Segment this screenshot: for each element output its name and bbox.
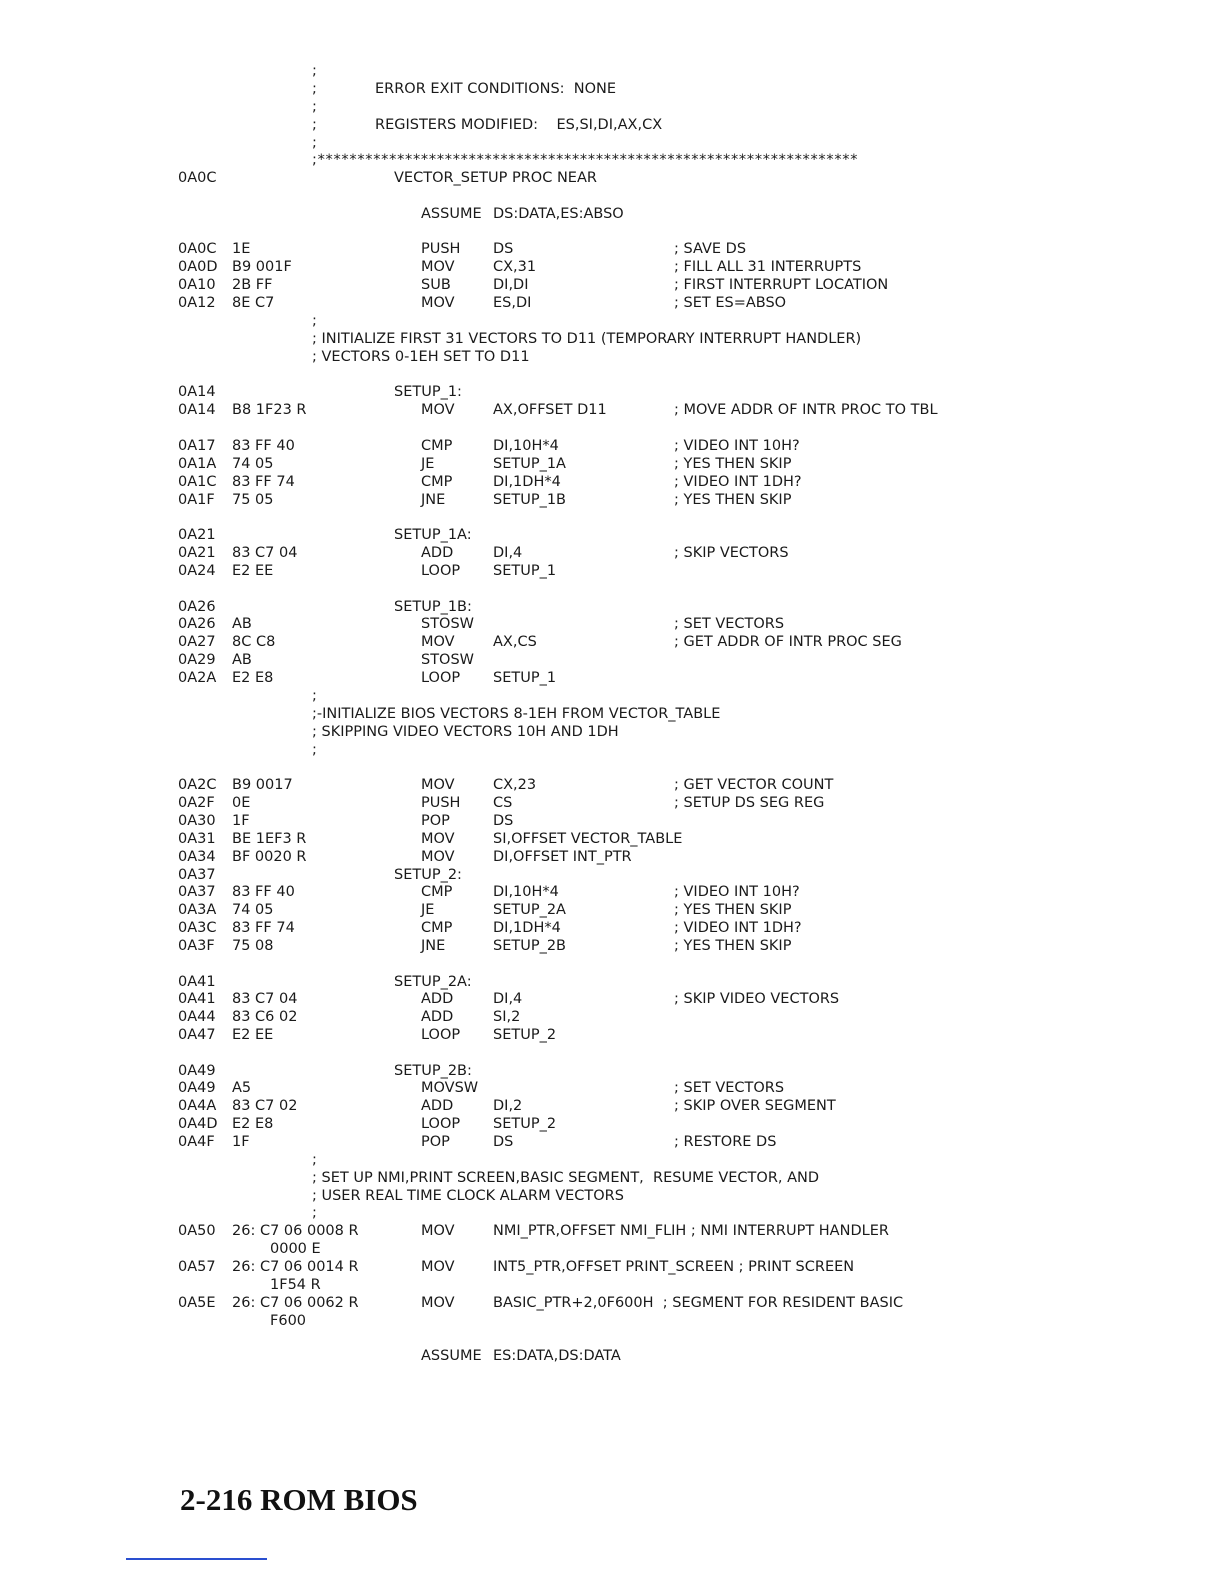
header-comment-text: REGISTERS MODIFIED: ES,SI,DI,AX,CX xyxy=(375,117,663,133)
listing-line xyxy=(0,901,1224,919)
label: VECTOR_SETUP PROC NEAR xyxy=(394,170,597,186)
object-code: 83 C7 02 xyxy=(232,1098,298,1114)
opcode: MOVSW xyxy=(421,1080,479,1096)
object-code: 83 FF 74 xyxy=(232,920,295,936)
address: 0A17 xyxy=(178,438,216,454)
opcode: LOOP xyxy=(421,670,461,686)
listing-line xyxy=(0,383,1224,401)
opcode: STOSW xyxy=(421,652,475,668)
listing-line xyxy=(0,830,1224,848)
listing-line xyxy=(0,990,1224,1008)
address: 0A5E xyxy=(178,1295,216,1311)
opcode: CMP xyxy=(421,884,453,900)
operand: SI,2 xyxy=(493,1009,521,1025)
inline-comment: ; GET VECTOR COUNT xyxy=(674,777,834,793)
page-footer-label: 2-216 ROM BIOS xyxy=(180,1482,418,1517)
opcode: JE xyxy=(421,902,435,918)
comment-line: ; xyxy=(312,313,317,329)
listing-line xyxy=(0,240,1224,258)
listing-line xyxy=(0,491,1224,509)
comment-line: ; USER REAL TIME CLOCK ALARM VECTORS xyxy=(312,1188,624,1204)
listing-line xyxy=(0,294,1224,312)
address: 0A57 xyxy=(178,1259,216,1275)
opcode: POP xyxy=(421,813,450,829)
operand: SETUP_1 xyxy=(493,670,557,686)
address: 0A49 xyxy=(178,1063,216,1079)
listing-line xyxy=(0,741,1224,759)
opcode: POP xyxy=(421,1134,450,1150)
address: 0A27 xyxy=(178,634,216,650)
object-code-continuation: 1F54 R xyxy=(270,1277,321,1293)
inline-comment: ; VIDEO INT 10H? xyxy=(674,884,800,900)
address: 0A1A xyxy=(178,456,217,472)
comment-line: ; INITIALIZE FIRST 31 VECTORS TO D11 (TEMPORARY INTERRUPT HANDLER) xyxy=(312,331,862,347)
inline-comment: ; MOVE ADDR OF INTR PROC TO TBL xyxy=(674,402,938,418)
opcode: MOV xyxy=(421,402,455,418)
operand: SI,OFFSET VECTOR_TABLE xyxy=(493,831,683,847)
address: 0A4F xyxy=(178,1134,215,1150)
opcode: JNE xyxy=(421,938,446,954)
header-comment-text: ERROR EXIT CONDITIONS: NONE xyxy=(375,81,617,97)
opcode: PUSH xyxy=(421,795,461,811)
inline-comment: ; SKIP VECTORS xyxy=(674,545,789,561)
object-code: BE 1EF3 R xyxy=(232,831,307,847)
listing-line xyxy=(0,651,1224,669)
comment-line: ; xyxy=(312,1152,317,1168)
listing-line xyxy=(0,1204,1224,1222)
address: 0A3A xyxy=(178,902,217,918)
object-code: 75 05 xyxy=(232,492,274,508)
inline-comment: ; VIDEO INT 1DH? xyxy=(674,474,802,490)
label: SETUP_1: xyxy=(394,384,462,400)
separator-rule: ;******************************************************************** xyxy=(312,152,859,168)
opcode: MOV xyxy=(421,1259,455,1275)
operand: BASIC_PTR+2,0F600H ; SEGMENT FOR RESIDENT BASIC xyxy=(493,1295,904,1311)
listing-line xyxy=(0,330,1224,348)
listing-line xyxy=(0,151,1224,169)
comment-line: ; xyxy=(312,1205,317,1221)
operand: SETUP_1A xyxy=(493,456,566,472)
opcode: CMP xyxy=(421,920,453,936)
opcode: PUSH xyxy=(421,241,461,257)
listing-line xyxy=(0,883,1224,901)
address: 0A1F xyxy=(178,492,215,508)
opcode: MOV xyxy=(421,259,455,275)
opcode: MOV xyxy=(421,634,455,650)
listing-line xyxy=(0,1222,1224,1240)
inline-comment: ; RESTORE DS xyxy=(674,1134,777,1150)
address: 0A3C xyxy=(178,920,217,936)
inline-comment: ; VIDEO INT 10H? xyxy=(674,438,800,454)
listing-line xyxy=(0,1312,1224,1330)
comment-line: ; SET UP NMI,PRINT SCREEN,BASIC SEGMENT, RESUME VECTOR, AND xyxy=(312,1170,820,1186)
operand: INT5_PTR,OFFSET PRINT_SCREEN ; PRINT SCREEN xyxy=(493,1259,855,1275)
object-code: B8 1F23 R xyxy=(232,402,307,418)
opcode: CMP xyxy=(421,474,453,490)
operand: DS:DATA,ES:ABSO xyxy=(493,206,624,222)
inline-comment: ; YES THEN SKIP xyxy=(674,938,792,954)
opcode: STOSW xyxy=(421,616,475,632)
listing-line xyxy=(0,723,1224,741)
inline-comment: ; SKIP OVER SEGMENT xyxy=(674,1098,836,1114)
comment-line: ; xyxy=(312,99,317,115)
listing-line xyxy=(0,401,1224,419)
object-code: 1F xyxy=(232,813,250,829)
listing-line xyxy=(0,1008,1224,1026)
object-code: 0E xyxy=(232,795,251,811)
object-code: E2 E8 xyxy=(232,1116,274,1132)
label: SETUP_1B: xyxy=(394,599,472,615)
object-code: AB xyxy=(232,616,252,632)
listing-line xyxy=(0,258,1224,276)
listing-line xyxy=(0,80,1224,98)
object-code: E2 E8 xyxy=(232,670,274,686)
opcode: MOV xyxy=(421,777,455,793)
listing-line xyxy=(0,134,1224,152)
opcode: MOV xyxy=(421,295,455,311)
inline-comment: ; SAVE DS xyxy=(674,241,747,257)
listing-line xyxy=(0,669,1224,687)
listing-line xyxy=(0,776,1224,794)
address: 0A49 xyxy=(178,1080,216,1096)
address: 0A2A xyxy=(178,670,217,686)
address: 0A14 xyxy=(178,384,216,400)
object-code: 83 C7 04 xyxy=(232,991,298,1007)
label: SETUP_2A: xyxy=(394,974,472,990)
opcode: MOV xyxy=(421,1295,455,1311)
listing-line xyxy=(0,1347,1224,1365)
object-code: 83 C7 04 xyxy=(232,545,298,561)
listing-line xyxy=(0,562,1224,580)
listing-line xyxy=(0,1133,1224,1151)
listing-line xyxy=(0,705,1224,723)
address: 0A4A xyxy=(178,1098,217,1114)
operand: DS xyxy=(493,241,514,257)
listing-line xyxy=(0,973,1224,991)
opcode: LOOP xyxy=(421,563,461,579)
address: 0A10 xyxy=(178,277,216,293)
address: 0A2C xyxy=(178,777,217,793)
listing-line xyxy=(0,312,1224,330)
label: SETUP_2B: xyxy=(394,1063,472,1079)
label: SETUP_2: xyxy=(394,867,462,883)
address: 0A37 xyxy=(178,884,216,900)
inline-comment: ; SET VECTORS xyxy=(674,616,785,632)
operand: NMI_PTR,OFFSET NMI_FLIH ; NMI INTERRUPT HANDLER xyxy=(493,1223,889,1239)
listing-line xyxy=(0,526,1224,544)
object-code: 75 08 xyxy=(232,938,274,954)
address: 0A1C xyxy=(178,474,217,490)
opcode: JNE xyxy=(421,492,446,508)
listing-line xyxy=(0,1187,1224,1205)
bottom-rule xyxy=(126,1558,267,1560)
operand: SETUP_1B xyxy=(493,492,567,508)
operand: CS xyxy=(493,795,513,811)
address: 0A14 xyxy=(178,402,216,418)
operand: CX,23 xyxy=(493,777,537,793)
listing-line xyxy=(0,687,1224,705)
object-code: 83 C6 02 xyxy=(232,1009,298,1025)
address: 0A26 xyxy=(178,616,216,632)
object-code: 26: C7 06 0014 R xyxy=(232,1259,359,1275)
listing-line xyxy=(0,633,1224,651)
inline-comment: ; FIRST INTERRUPT LOCATION xyxy=(674,277,889,293)
operand: DS xyxy=(493,1134,514,1150)
object-code: E2 EE xyxy=(232,1027,274,1043)
comment-line: ;-INITIALIZE BIOS VECTORS 8-1EH FROM VECTOR_TABLE xyxy=(312,706,721,722)
operand: SETUP_2B xyxy=(493,938,567,954)
inline-comment: ; FILL ALL 31 INTERRUPTS xyxy=(674,259,862,275)
listing-line xyxy=(0,1258,1224,1276)
object-code: 1F xyxy=(232,1134,250,1150)
listing-line xyxy=(0,919,1224,937)
inline-comment: ; YES THEN SKIP xyxy=(674,492,792,508)
inline-comment: ; YES THEN SKIP xyxy=(674,456,792,472)
object-code: BF 0020 R xyxy=(232,849,307,865)
comment-line: ; SKIPPING VIDEO VECTORS 10H AND 1DH xyxy=(312,724,619,740)
listing-line xyxy=(0,1294,1224,1312)
operand: CX,31 xyxy=(493,259,537,275)
operand: DI,4 xyxy=(493,991,523,1007)
object-code: 1E xyxy=(232,241,251,257)
listing-line xyxy=(0,1079,1224,1097)
operand: DI,1DH*4 xyxy=(493,474,561,490)
address: 0A0C xyxy=(178,241,217,257)
listing-line xyxy=(0,1026,1224,1044)
object-code: E2 EE xyxy=(232,563,274,579)
inline-comment: ; SET ES=ABSO xyxy=(674,295,787,311)
comment-line: ; xyxy=(312,117,317,133)
operand: DI,1DH*4 xyxy=(493,920,561,936)
operand: AX,CS xyxy=(493,634,537,650)
address: 0A37 xyxy=(178,867,216,883)
address: 0A31 xyxy=(178,831,216,847)
inline-comment: ; SET VECTORS xyxy=(674,1080,785,1096)
comment-line: ; xyxy=(312,135,317,151)
listing-line xyxy=(0,598,1224,616)
operand: DI,4 xyxy=(493,545,523,561)
object-code: 26: C7 06 0008 R xyxy=(232,1223,359,1239)
listing-line xyxy=(0,794,1224,812)
listing-line xyxy=(0,1097,1224,1115)
listing-line xyxy=(0,1276,1224,1294)
operand: DI,10H*4 xyxy=(493,438,559,454)
address: 0A50 xyxy=(178,1223,216,1239)
object-code: 8E C7 xyxy=(232,295,275,311)
listing-line xyxy=(0,615,1224,633)
object-code: 83 FF 74 xyxy=(232,474,295,490)
inline-comment: ; GET ADDR OF INTR PROC SEG xyxy=(674,634,902,650)
listing-line xyxy=(0,1240,1224,1258)
opcode: ADD xyxy=(421,545,454,561)
listing-line xyxy=(0,455,1224,473)
address: 0A30 xyxy=(178,813,216,829)
opcode: MOV xyxy=(421,849,455,865)
operand: ES:DATA,DS:DATA xyxy=(493,1348,621,1364)
listing-line xyxy=(0,473,1224,491)
listing-line xyxy=(0,1151,1224,1169)
listing-line xyxy=(0,866,1224,884)
address: 0A41 xyxy=(178,991,216,1007)
listing-line xyxy=(0,116,1224,134)
object-code: 83 FF 40 xyxy=(232,438,295,454)
object-code: B9 0017 xyxy=(232,777,293,793)
comment-line: ; xyxy=(312,63,317,79)
opcode: JE xyxy=(421,456,435,472)
object-code-continuation: 0000 E xyxy=(270,1241,321,1257)
operand: SETUP_1 xyxy=(493,563,557,579)
object-code: A5 xyxy=(232,1080,252,1096)
opcode: CMP xyxy=(421,438,453,454)
address: 0A41 xyxy=(178,974,216,990)
address: 0A47 xyxy=(178,1027,216,1043)
address: 0A24 xyxy=(178,563,216,579)
object-code: 2B FF xyxy=(232,277,273,293)
listing-line xyxy=(0,812,1224,830)
listing-line xyxy=(0,1115,1224,1133)
address: 0A0D xyxy=(178,259,218,275)
opcode: MOV xyxy=(421,1223,455,1239)
address: 0A29 xyxy=(178,652,216,668)
listing-line xyxy=(0,437,1224,455)
operand: SETUP_2 xyxy=(493,1027,557,1043)
opcode: ADD xyxy=(421,991,454,1007)
opcode: ASSUME xyxy=(421,1348,482,1364)
listing-line xyxy=(0,276,1224,294)
listing-line xyxy=(0,205,1224,223)
object-code: AB xyxy=(232,652,252,668)
inline-comment: ; SETUP DS SEG REG xyxy=(674,795,825,811)
object-code: B9 001F xyxy=(232,259,292,275)
address: 0A26 xyxy=(178,599,216,615)
operand: DI,DI xyxy=(493,277,529,293)
object-code: 8C C8 xyxy=(232,634,276,650)
address: 0A3F xyxy=(178,938,215,954)
address: 0A21 xyxy=(178,545,216,561)
operand: DI,OFFSET INT_PTR xyxy=(493,849,632,865)
address: 0A34 xyxy=(178,849,216,865)
opcode: SUB xyxy=(421,277,451,293)
label: SETUP_1A: xyxy=(394,527,472,543)
inline-comment: ; YES THEN SKIP xyxy=(674,902,792,918)
opcode: ADD xyxy=(421,1009,454,1025)
listing-line xyxy=(0,98,1224,116)
operand: AX,OFFSET D11 xyxy=(493,402,607,418)
operand: DI,2 xyxy=(493,1098,523,1114)
object-code: 83 FF 40 xyxy=(232,884,295,900)
address: 0A21 xyxy=(178,527,216,543)
operand: ES,DI xyxy=(493,295,532,311)
listing-line xyxy=(0,937,1224,955)
object-code-continuation: F600 xyxy=(270,1313,307,1329)
object-code: 74 05 xyxy=(232,456,274,472)
operand: DS xyxy=(493,813,514,829)
opcode: MOV xyxy=(421,831,455,847)
opcode: ADD xyxy=(421,1098,454,1114)
operand: DI,10H*4 xyxy=(493,884,559,900)
address: 0A0C xyxy=(178,170,217,186)
listing-line xyxy=(0,848,1224,866)
inline-comment: ; SKIP VIDEO VECTORS xyxy=(674,991,840,1007)
listing-line xyxy=(0,1062,1224,1080)
listing-line xyxy=(0,544,1224,562)
comment-line: ; xyxy=(312,742,317,758)
opcode: LOOP xyxy=(421,1027,461,1043)
comment-line: ; VECTORS 0-1EH SET TO D11 xyxy=(312,349,530,365)
listing-line xyxy=(0,62,1224,80)
address: 0A12 xyxy=(178,295,216,311)
listing-line xyxy=(0,169,1224,187)
address: 0A2F xyxy=(178,795,215,811)
address: 0A44 xyxy=(178,1009,216,1025)
operand: SETUP_2A xyxy=(493,902,566,918)
comment-line: ; xyxy=(312,688,317,704)
object-code: 74 05 xyxy=(232,902,274,918)
opcode: ASSUME xyxy=(421,206,482,222)
operand: SETUP_2 xyxy=(493,1116,557,1132)
listing-line xyxy=(0,1169,1224,1187)
listing-line xyxy=(0,348,1224,366)
opcode: LOOP xyxy=(421,1116,461,1132)
inline-comment: ; VIDEO INT 1DH? xyxy=(674,920,802,936)
address: 0A4D xyxy=(178,1116,218,1132)
comment-line: ; xyxy=(312,81,317,97)
object-code: 26: C7 06 0062 R xyxy=(232,1295,359,1311)
